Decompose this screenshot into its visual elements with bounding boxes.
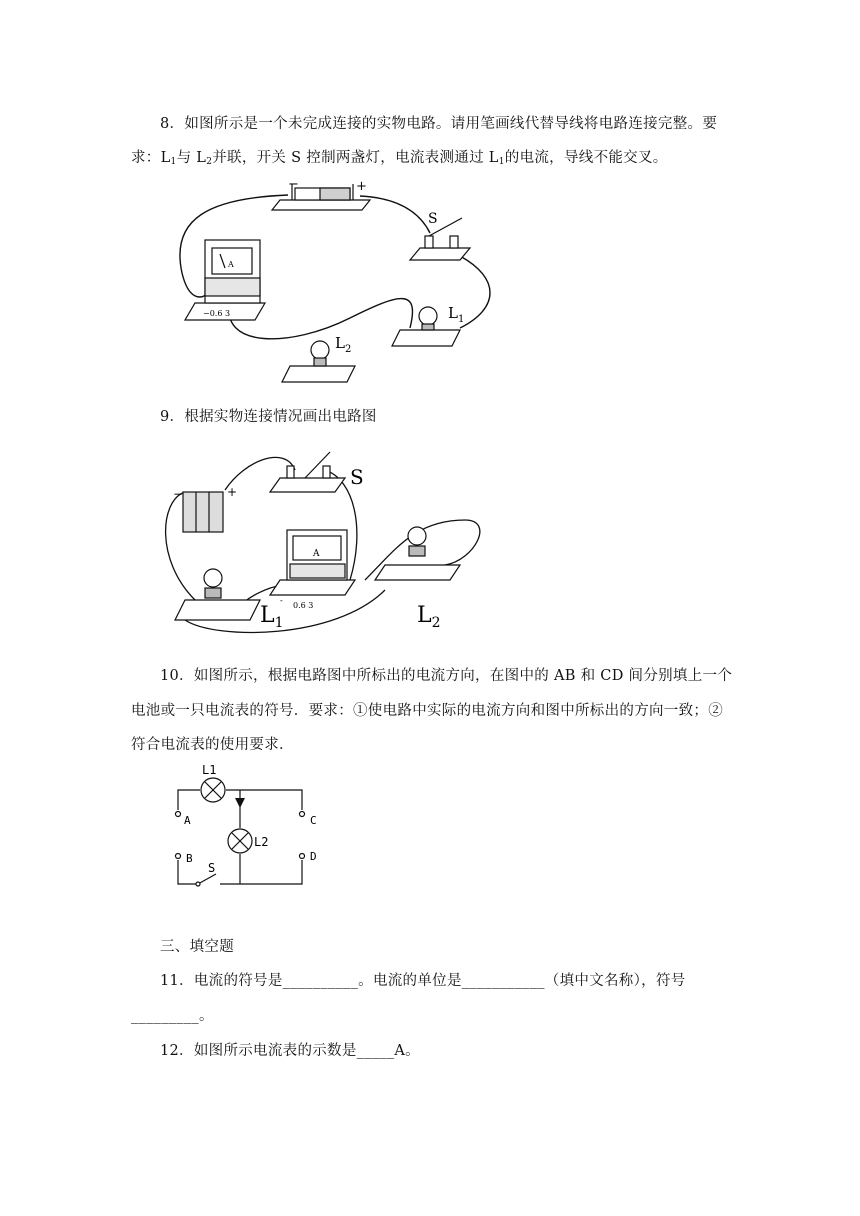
q12-text-line1: 12．如图所示电流表的示数是_____A。 — [160, 1043, 420, 1059]
q9-battery-pos: + — [227, 485, 238, 499]
q10-circuit-diagram — [160, 760, 340, 890]
q9-lamp1 — [175, 569, 260, 620]
q9-ammeter-label: A — [313, 549, 320, 559]
q10-label-B: B — [186, 852, 193, 865]
q8-switch — [410, 218, 470, 260]
q10-text-line2: 电池或一只电流表的符号．要求：①使电路中实际的电流方向和图中所标出的方向一致；② — [131, 703, 723, 719]
q8-ammeter — [185, 240, 265, 320]
q9-battery — [183, 492, 223, 532]
q9-circuit-figure — [155, 440, 495, 640]
q8-text-line1: 8．如图所示是一个未完成连接的实物电路。请用笔画线代替导线将电路连接完整。要 — [160, 116, 718, 132]
q9-lamp2-label: $L_2$ — [417, 603, 441, 631]
q9-ammeter — [270, 530, 355, 595]
q10-label-S: S — [208, 861, 216, 875]
q10-text-line3: 符合电流表的使用要求． — [131, 737, 294, 753]
q10-text-line1: 10．如图所示，根据电路图中所标出的电流方向，在图中的 AB 和 CD 间分别填上一个 — [160, 668, 733, 684]
q11-text-line1: 11．电流的符号是__________。电流的单位是___________（填中文名称），符号 — [160, 973, 686, 989]
q8-circuit-figure — [170, 178, 510, 388]
q9-ammeter-scale-neg: - — [280, 596, 283, 605]
q8-lamp1-label: $L_1$ — [448, 304, 465, 325]
q10-label-L2: L2 — [254, 835, 269, 849]
q9-lamp2 — [375, 527, 460, 580]
q8-battery-pos: + — [356, 179, 367, 194]
q11-text-line2: _________。 — [131, 1008, 214, 1024]
q8-ammeter-scale: −0.6 3 — [203, 309, 231, 318]
section3-title: 三、填空题 — [160, 939, 234, 955]
q10-label-D: D — [310, 850, 317, 863]
q8-wire-switch-lamp1 — [460, 256, 490, 328]
q10-label-L1: L1 — [202, 763, 217, 777]
q8-battery-neg: − — [288, 178, 299, 192]
q10-label-C: C — [310, 814, 317, 827]
q8-ammeter-label: A — [228, 260, 234, 269]
q9-lamp1-label: $L_1$ — [260, 603, 284, 631]
q8-switch-label: S — [428, 211, 438, 227]
q9-switch-label: S — [350, 465, 364, 489]
q9-text-line1: 9．根据实物连接情况画出电路图 — [160, 409, 377, 425]
q8-text-line2: 求：$L_1$与 $L_2$并联，开关 S 控制两盏灯，电流表测通过 $L_1$的电流，导线不能交叉。 — [131, 150, 668, 167]
q10-current-arrow — [235, 798, 245, 808]
q10-label-A: A — [184, 814, 191, 827]
q8-lamp2-label: $L_2$ — [335, 334, 352, 355]
q9-ammeter-scale: 0.6 3 — [293, 601, 314, 610]
q9-battery-neg: − — [173, 487, 184, 501]
q8-wire-battery-switch — [360, 196, 430, 233]
